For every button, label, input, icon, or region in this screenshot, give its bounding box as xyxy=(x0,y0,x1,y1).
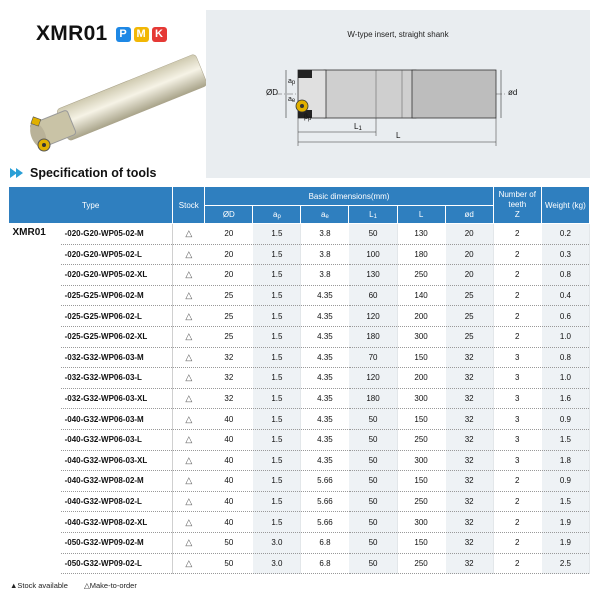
cell-l1: 180 xyxy=(349,326,397,347)
cell-ae: 6.8 xyxy=(301,553,349,574)
cell-d: 32 xyxy=(445,491,493,512)
cell-d: 20 xyxy=(445,224,493,245)
cell-ae: 4.35 xyxy=(301,388,349,409)
cell-type-code: -025-G25-WP06-02-M xyxy=(61,285,173,306)
cell-z: 2 xyxy=(493,326,541,347)
cell-l: 300 xyxy=(397,450,445,471)
cell-l1: 50 xyxy=(349,491,397,512)
header-basic-dimensions: Basic dimensions(mm) xyxy=(205,187,493,206)
cell-ae: 4.35 xyxy=(301,306,349,327)
cell-type-code: -040-G32-WP08-02-XL xyxy=(61,512,173,533)
table-row xyxy=(9,244,590,265)
label-ap: $a_p$ xyxy=(288,78,296,86)
cell-od: 40 xyxy=(205,429,253,450)
cell-type-code: -040-G32-WP06-03-XL xyxy=(61,450,173,471)
cell-l1: 130 xyxy=(349,265,397,286)
cell-l1: 180 xyxy=(349,388,397,409)
cell-l1: 50 xyxy=(349,429,397,450)
cell-w: 1.9 xyxy=(541,532,589,553)
cell-l: 150 xyxy=(397,471,445,492)
cell-l: 180 xyxy=(397,244,445,265)
cell-type-code: -020-G20-WP05-02-XL xyxy=(61,265,173,286)
cell-stock: △ xyxy=(173,224,205,245)
cell-w: 0.8 xyxy=(541,347,589,368)
cell-l1: 100 xyxy=(349,244,397,265)
cell-l: 150 xyxy=(397,347,445,368)
cell-ap: 1.5 xyxy=(253,471,301,492)
cell-l: 130 xyxy=(397,224,445,245)
cell-l: 250 xyxy=(397,429,445,450)
table-row xyxy=(9,368,590,389)
cell-type-code: -050-G32-WP09-02-L xyxy=(61,553,173,574)
cell-ap: 1.5 xyxy=(253,491,301,512)
cell-d: 32 xyxy=(445,450,493,471)
cell-d: 32 xyxy=(445,429,493,450)
tool-dimension-diagram xyxy=(206,30,590,180)
table-row xyxy=(9,429,590,450)
cell-z: 2 xyxy=(493,244,541,265)
cell-ap: 1.5 xyxy=(253,244,301,265)
cell-l1: 120 xyxy=(349,368,397,389)
cell-od: 40 xyxy=(205,512,253,533)
cell-l: 150 xyxy=(397,532,445,553)
cell-ae: 3.8 xyxy=(301,265,349,286)
cell-w: 0.9 xyxy=(541,409,589,430)
cell-od: 20 xyxy=(205,265,253,286)
group-label: XMR01 xyxy=(9,224,61,574)
cell-ae: 4.35 xyxy=(301,285,349,306)
cell-ae: 3.8 xyxy=(301,244,349,265)
cell-stock: △ xyxy=(173,244,205,265)
cell-stock: △ xyxy=(173,553,205,574)
header-type: Type xyxy=(9,187,173,224)
cell-z: 2 xyxy=(493,553,541,574)
cell-ap: 1.5 xyxy=(253,265,301,286)
cell-ap: 1.5 xyxy=(253,368,301,389)
header-d: ød xyxy=(445,206,493,224)
table-row xyxy=(9,326,590,347)
table-row xyxy=(9,388,590,409)
cell-l: 200 xyxy=(397,368,445,389)
cell-ap: 3.0 xyxy=(253,553,301,574)
cell-ap: 1.5 xyxy=(253,285,301,306)
header-stock: Stock xyxy=(173,187,205,224)
cell-z: 3 xyxy=(493,409,541,430)
cell-d: 25 xyxy=(445,285,493,306)
cell-d: 32 xyxy=(445,553,493,574)
cell-l1: 120 xyxy=(349,306,397,327)
cell-type-code: -020-G20-WP05-02-M xyxy=(61,224,173,245)
tool-photo-icon xyxy=(18,48,208,160)
cell-stock: △ xyxy=(173,512,205,533)
section-title: Specification of tools xyxy=(30,166,157,180)
cell-l1: 50 xyxy=(349,532,397,553)
cell-ap: 1.5 xyxy=(253,429,301,450)
cell-od: 40 xyxy=(205,471,253,492)
table-row xyxy=(9,347,590,368)
cell-ap: 1.5 xyxy=(253,347,301,368)
table-row xyxy=(9,532,590,553)
cell-z: 3 xyxy=(493,368,541,389)
cell-w: 0.9 xyxy=(541,471,589,492)
cell-od: 32 xyxy=(205,347,253,368)
cell-type-code: -032-G32-WP06-03-XL xyxy=(61,388,173,409)
title-row xyxy=(36,22,167,46)
table-row xyxy=(9,553,590,574)
cell-z: 2 xyxy=(493,532,541,553)
cell-ae: 6.8 xyxy=(301,532,349,553)
cell-od: 25 xyxy=(205,285,253,306)
cell-z: 2 xyxy=(493,512,541,533)
cell-z: 3 xyxy=(493,388,541,409)
cell-od: 25 xyxy=(205,306,253,327)
cell-z: 2 xyxy=(493,491,541,512)
cell-d: 25 xyxy=(445,306,493,327)
material-badge-p: P xyxy=(116,27,131,42)
table-row xyxy=(9,512,590,533)
cell-l: 150 xyxy=(397,409,445,430)
header-l: L xyxy=(397,206,445,224)
cell-od: 50 xyxy=(205,553,253,574)
cell-w: 0.3 xyxy=(541,244,589,265)
cell-z: 2 xyxy=(493,471,541,492)
cell-l1: 50 xyxy=(349,409,397,430)
cell-ae: 3.8 xyxy=(301,224,349,245)
cell-d: 32 xyxy=(445,409,493,430)
cell-l: 300 xyxy=(397,326,445,347)
header-od: ØD xyxy=(205,206,253,224)
cell-l: 300 xyxy=(397,388,445,409)
legend-stock-available: ▲Stock available xyxy=(10,581,68,590)
double-arrow-icon xyxy=(10,168,26,178)
cell-w: 1.0 xyxy=(541,368,589,389)
cell-type-code: -032-G32-WP06-03-L xyxy=(61,368,173,389)
cell-l1: 50 xyxy=(349,224,397,245)
cell-ae: 5.66 xyxy=(301,471,349,492)
cell-ap: 1.5 xyxy=(253,306,301,327)
cell-w: 0.4 xyxy=(541,285,589,306)
cell-stock: △ xyxy=(173,409,205,430)
cell-ap: 1.5 xyxy=(253,409,301,430)
table-row xyxy=(9,471,590,492)
table-row xyxy=(9,285,590,306)
cell-od: 32 xyxy=(205,368,253,389)
cell-stock: △ xyxy=(173,265,205,286)
cell-l1: 60 xyxy=(349,285,397,306)
cell-ap: 1.5 xyxy=(253,388,301,409)
cell-z: 2 xyxy=(493,306,541,327)
cell-ae: 4.35 xyxy=(301,347,349,368)
header-diagram-panel xyxy=(206,10,590,178)
material-badge-m: M xyxy=(134,27,149,42)
cell-od: 20 xyxy=(205,244,253,265)
cell-w: 0.6 xyxy=(541,306,589,327)
table-row xyxy=(9,306,590,327)
header-teeth: Number of teeth Z xyxy=(493,187,541,224)
cell-l: 250 xyxy=(397,265,445,286)
table-row xyxy=(9,224,590,245)
legend-make-to-order: △Make-to-order xyxy=(83,581,137,590)
cell-d: 20 xyxy=(445,265,493,286)
label-ae: $a_e$ xyxy=(288,96,296,104)
cell-stock: △ xyxy=(173,429,205,450)
page-title: XMR01 xyxy=(36,22,108,45)
cell-l1: 50 xyxy=(349,512,397,533)
cell-l1: 50 xyxy=(349,553,397,574)
table-row xyxy=(9,409,590,430)
cell-l: 250 xyxy=(397,553,445,574)
cell-w: 1.8 xyxy=(541,450,589,471)
cell-w: 1.5 xyxy=(541,491,589,512)
cell-stock: △ xyxy=(173,285,205,306)
label-l1: $L_1$ xyxy=(354,122,362,132)
cell-ap: 1.5 xyxy=(253,326,301,347)
cell-stock: △ xyxy=(173,326,205,347)
cell-l1: 50 xyxy=(349,471,397,492)
cell-ap: 3.0 xyxy=(253,532,301,553)
cell-type-code: -020-G20-WP05-02-L xyxy=(61,244,173,265)
cell-w: 0.8 xyxy=(541,265,589,286)
cell-od: 20 xyxy=(205,224,253,245)
cell-d: 32 xyxy=(445,368,493,389)
label-od: ØD xyxy=(266,88,278,97)
cell-stock: △ xyxy=(173,368,205,389)
cell-z: 2 xyxy=(493,285,541,306)
cell-d: 32 xyxy=(445,388,493,409)
cell-type-code: -040-G32-WP06-03-L xyxy=(61,429,173,450)
cell-type-code: -025-G25-WP06-02-XL xyxy=(61,326,173,347)
cell-od: 40 xyxy=(205,409,253,430)
cell-w: 1.0 xyxy=(541,326,589,347)
cell-ap: 1.5 xyxy=(253,224,301,245)
cell-z: 2 xyxy=(493,265,541,286)
cell-stock: △ xyxy=(173,306,205,327)
section-heading xyxy=(10,166,156,180)
cell-type-code: -040-G32-WP08-02-M xyxy=(61,471,173,492)
cell-ap: 1.5 xyxy=(253,450,301,471)
cell-stock: △ xyxy=(173,450,205,471)
cell-w: 1.5 xyxy=(541,429,589,450)
cell-w: 0.2 xyxy=(541,224,589,245)
cell-d: 32 xyxy=(445,512,493,533)
cell-ae: 4.35 xyxy=(301,450,349,471)
cell-ae: 4.35 xyxy=(301,326,349,347)
cell-type-code: -040-G32-WP06-03-M xyxy=(61,409,173,430)
cell-d: 32 xyxy=(445,347,493,368)
cell-od: 40 xyxy=(205,450,253,471)
cell-od: 32 xyxy=(205,388,253,409)
cell-ae: 4.35 xyxy=(301,368,349,389)
table-row xyxy=(9,450,590,471)
cell-d: 20 xyxy=(445,244,493,265)
cell-stock: △ xyxy=(173,471,205,492)
cell-z: 2 xyxy=(493,224,541,245)
legend xyxy=(10,581,151,590)
spec-table xyxy=(8,186,590,574)
cell-od: 25 xyxy=(205,326,253,347)
cell-type-code: -032-G32-WP06-03-M xyxy=(61,347,173,368)
cell-od: 50 xyxy=(205,532,253,553)
spec-table-body xyxy=(9,224,590,574)
cell-ap: 1.5 xyxy=(253,512,301,533)
cell-ae: 5.66 xyxy=(301,512,349,533)
cell-l: 140 xyxy=(397,285,445,306)
cell-stock: △ xyxy=(173,347,205,368)
cell-l1: 50 xyxy=(349,450,397,471)
cell-z: 3 xyxy=(493,347,541,368)
cell-type-code: -050-G32-WP09-02-M xyxy=(61,532,173,553)
cell-z: 3 xyxy=(493,429,541,450)
cell-type-code: -025-G25-WP06-02-L xyxy=(61,306,173,327)
cell-l: 200 xyxy=(397,306,445,327)
diagram-subtitle: W-type insert, straight shank xyxy=(347,30,449,39)
cell-type-code: -040-G32-WP08-02-L xyxy=(61,491,173,512)
label-d: ød xyxy=(508,88,518,97)
cell-ae: 4.35 xyxy=(301,409,349,430)
label-bp: $\beta_p$ xyxy=(304,114,312,122)
cell-stock: △ xyxy=(173,532,205,553)
cell-w: 1.9 xyxy=(541,512,589,533)
cell-w: 2.5 xyxy=(541,553,589,574)
header-l1: $L_1$ xyxy=(349,206,397,224)
cell-d: 25 xyxy=(445,326,493,347)
table-row xyxy=(9,491,590,512)
cell-w: 1.6 xyxy=(541,388,589,409)
cell-stock: △ xyxy=(173,388,205,409)
cell-l: 250 xyxy=(397,491,445,512)
cell-l: 300 xyxy=(397,512,445,533)
cell-d: 32 xyxy=(445,471,493,492)
cell-ae: 4.35 xyxy=(301,429,349,450)
header-left-panel xyxy=(8,10,206,178)
cell-l1: 70 xyxy=(349,347,397,368)
cell-od: 40 xyxy=(205,491,253,512)
cell-ae: 5.66 xyxy=(301,491,349,512)
label-l: L xyxy=(396,131,401,140)
cell-z: 3 xyxy=(493,450,541,471)
header-ae: $a_e$ xyxy=(301,206,349,224)
header-ap: $a_p$ xyxy=(253,206,301,224)
header-weight: Weight (kg) xyxy=(541,187,589,224)
material-badge-k: K xyxy=(152,27,167,42)
cell-d: 32 xyxy=(445,532,493,553)
table-row xyxy=(9,265,590,286)
cell-stock: △ xyxy=(173,491,205,512)
